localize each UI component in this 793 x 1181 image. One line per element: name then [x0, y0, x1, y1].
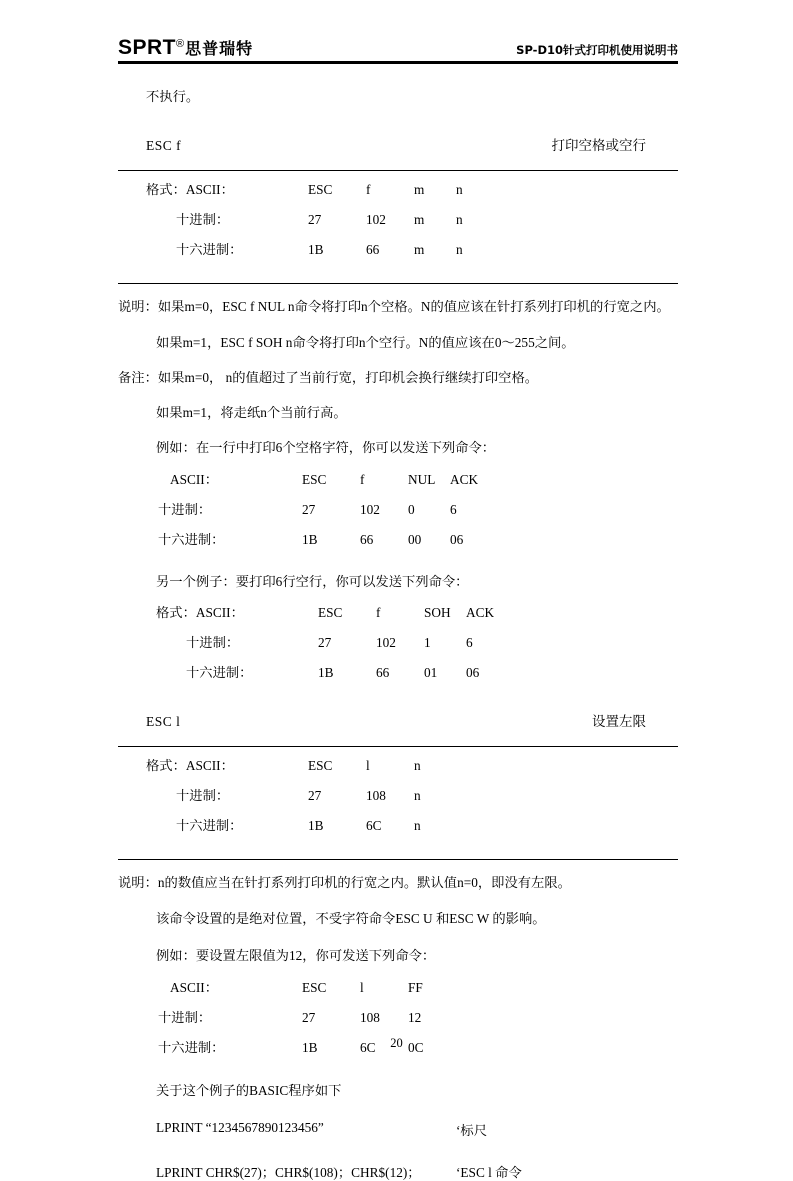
cell-value: 66 [360, 531, 374, 547]
cell-value: ESC [302, 979, 327, 995]
note-tag: 说明： [118, 875, 158, 891]
cell-value: l [360, 979, 364, 995]
format-table-esc-l [118, 759, 516, 849]
row-label: 十六进制： [176, 818, 243, 834]
cell-value [456, 819, 516, 849]
cell-value: n [414, 758, 421, 774]
cell-value: n [456, 182, 463, 198]
row-label [118, 606, 318, 636]
command-heading-esc-f [118, 134, 678, 154]
cell-value: ESC [308, 182, 333, 198]
cell-value: 0 [408, 501, 415, 517]
row-label: 十进制： [158, 1009, 212, 1025]
cell-value: 108 [360, 1009, 380, 1025]
note-line [118, 949, 678, 962]
row-label-prefix: 格式： [156, 605, 196, 621]
note-line [118, 371, 678, 384]
basic-program-line [118, 1162, 678, 1181]
row-label: ASCII： [170, 979, 219, 995]
cell-value: SOH [424, 605, 451, 621]
cell-value: m [414, 182, 425, 198]
table-row [118, 981, 510, 1011]
note-line [118, 406, 678, 419]
cell-value: 6 [450, 501, 457, 517]
cell-value: 27 [302, 1009, 316, 1025]
cell-value: 27 [318, 635, 332, 651]
cell-value: 6 [466, 635, 473, 651]
command-heading-esc-l [118, 710, 678, 730]
note-text: n的数值应当在针打系列打印机的行宽之内。默认值n=0，即没有左限。 [157, 875, 571, 891]
brand-latin-text: SPRT [118, 36, 177, 59]
note-line [118, 336, 678, 349]
cell-value: 6C [360, 1039, 376, 1055]
row-label: 十六进制： [158, 1039, 225, 1055]
basic-code: LPRINT CHR$(27)；CHR$(108)；CHR$(12)； [156, 1165, 421, 1181]
cell-value: 6C [366, 818, 382, 834]
cell-value: n [414, 818, 421, 834]
command-name: ESC f [146, 138, 182, 154]
note-tag: 说明： [118, 299, 158, 315]
cell-value: 102 [366, 212, 386, 228]
intro-line: 不执行。 [146, 89, 200, 104]
row-label-text: ASCII： [195, 605, 244, 621]
brand-chinese-text: 思普瑞特 [185, 39, 254, 58]
cell-value: NUL [408, 471, 436, 487]
cell-value: 102 [360, 501, 380, 517]
row-label: ASCII： [170, 471, 219, 487]
registered-trademark-icon: ® [176, 38, 185, 50]
command-description: 打印空格或空行 [551, 138, 646, 154]
table-row [118, 243, 516, 273]
cell-value: 102 [376, 635, 396, 651]
example-table-esc-f-2 [118, 606, 526, 696]
cell-value: 0C [408, 1039, 424, 1055]
cell-value: l [366, 758, 370, 774]
table-row [118, 606, 526, 636]
cell-value: 27 [308, 212, 322, 228]
table-row [118, 213, 516, 243]
row-label [118, 759, 308, 789]
command-name: ESC l [146, 714, 181, 730]
cell-value: 1B [308, 242, 324, 258]
row-label [118, 183, 308, 213]
cell-value: 66 [376, 665, 390, 681]
row-label: 十六进制： [186, 665, 253, 681]
cell-value: 66 [366, 242, 380, 258]
cell-value: ACK [450, 471, 479, 487]
note-text: 如果m=0， n的值超过了当前行宽，打印机会换行继续打印空格。 [157, 369, 539, 385]
note-text: 例如：要设置左限值为12，你可发送下列命令： [156, 947, 436, 963]
row-label: 十六进制： [158, 531, 225, 547]
cell-value: m [414, 212, 425, 228]
note-text: 如果m=1，ESC f SOH n命令将打印n个空行。N的值应该在0～255之间。 [156, 334, 575, 350]
example-table-esc-l [118, 981, 510, 1071]
command-description: 设置左限 [592, 714, 646, 730]
row-label-prefix: 格式： [146, 182, 186, 198]
row-label: 十进制： [176, 212, 230, 228]
basic-comment: ‘ESC l 命令 [456, 1165, 522, 1181]
cell-value: 12 [408, 1009, 422, 1025]
row-label-text: ASCII： [185, 758, 234, 774]
cell-value: 06 [450, 531, 464, 547]
table-row [118, 533, 510, 563]
divider-rule [118, 283, 678, 284]
cell-value [450, 981, 510, 1011]
cell-value: f [360, 471, 365, 487]
cell-value: 1B [302, 1039, 318, 1055]
cell-value: 1B [308, 818, 324, 834]
cell-value: n [456, 212, 463, 228]
note-line [118, 876, 678, 889]
basic-code: LPRINT “1234567890123456” [156, 1120, 324, 1136]
row-label: 十进制： [176, 788, 230, 804]
basic-program-line [118, 1120, 678, 1139]
example-lead-line: 另一个例子：要打印6行空行，你可以发送下列命令： [156, 573, 469, 589]
cell-value [456, 759, 516, 789]
divider-rule [118, 170, 678, 171]
cell-value: 108 [366, 788, 386, 804]
table-row [118, 183, 516, 213]
page-header [118, 34, 678, 64]
cell-value: 06 [466, 665, 480, 681]
cell-value: f [376, 605, 381, 621]
note-text: 该命令设置的是绝对位置，不受字符命令ESC U 和ESC W 的影响。 [156, 911, 546, 927]
table-row [118, 473, 510, 503]
row-label-text: ASCII： [185, 182, 234, 198]
cell-value: n [414, 788, 421, 804]
cell-value: 00 [408, 531, 422, 547]
cell-value: f [366, 182, 371, 198]
note-line [118, 441, 678, 454]
format-table-esc-f [118, 183, 516, 273]
cell-value: 1 [424, 635, 431, 651]
cell-value: 27 [308, 788, 322, 804]
cell-value: ESC [302, 471, 327, 487]
cell-value: 01 [424, 665, 438, 681]
note-text: 例如：在一行中打印6个空格字符，你可以发送下列命令： [156, 440, 496, 456]
cell-value: 1B [318, 665, 334, 681]
cell-value [456, 789, 516, 819]
table-row [118, 503, 510, 533]
table-row [118, 759, 516, 789]
note-text: 如果m=1，将走纸n个当前行高。 [156, 405, 347, 421]
brand-logo [118, 36, 253, 60]
cell-value: m [414, 242, 425, 258]
example-table-esc-f-1 [118, 473, 510, 563]
note-tag: 备注： [118, 369, 158, 385]
cell-value: 1B [302, 531, 318, 547]
note-line [118, 300, 678, 313]
basic-comment: ‘标尺 [456, 1123, 488, 1139]
row-label: 十六进制： [176, 242, 243, 258]
cell-value: 27 [302, 501, 316, 517]
page-number: 20 [390, 1036, 403, 1050]
basic-lead-line: 关于这个例子的BASIC程序如下 [156, 1082, 342, 1098]
table-row [118, 819, 516, 849]
cell-value: n [456, 242, 463, 258]
page-content [118, 90, 678, 1181]
row-label: 十进制： [186, 635, 240, 651]
cell-value: FF [408, 979, 423, 995]
divider-rule [118, 746, 678, 747]
table-row [118, 789, 516, 819]
note-line [118, 912, 678, 925]
cell-value: ESC [308, 758, 333, 774]
document-title: SP-D10针式打印机使用说明书 [516, 43, 678, 57]
row-label: 十进制： [158, 501, 212, 517]
row-label-prefix: 格式： [146, 758, 186, 774]
table-row [118, 636, 526, 666]
note-text: 如果m=0，ESC f NUL n命令将打印n个空格。N的值应该在针打系列打印机的行宽之内。 [157, 299, 670, 315]
cell-value: ESC [318, 605, 343, 621]
divider-rule [118, 859, 678, 860]
table-row [118, 666, 526, 696]
cell-value: ACK [466, 605, 495, 621]
